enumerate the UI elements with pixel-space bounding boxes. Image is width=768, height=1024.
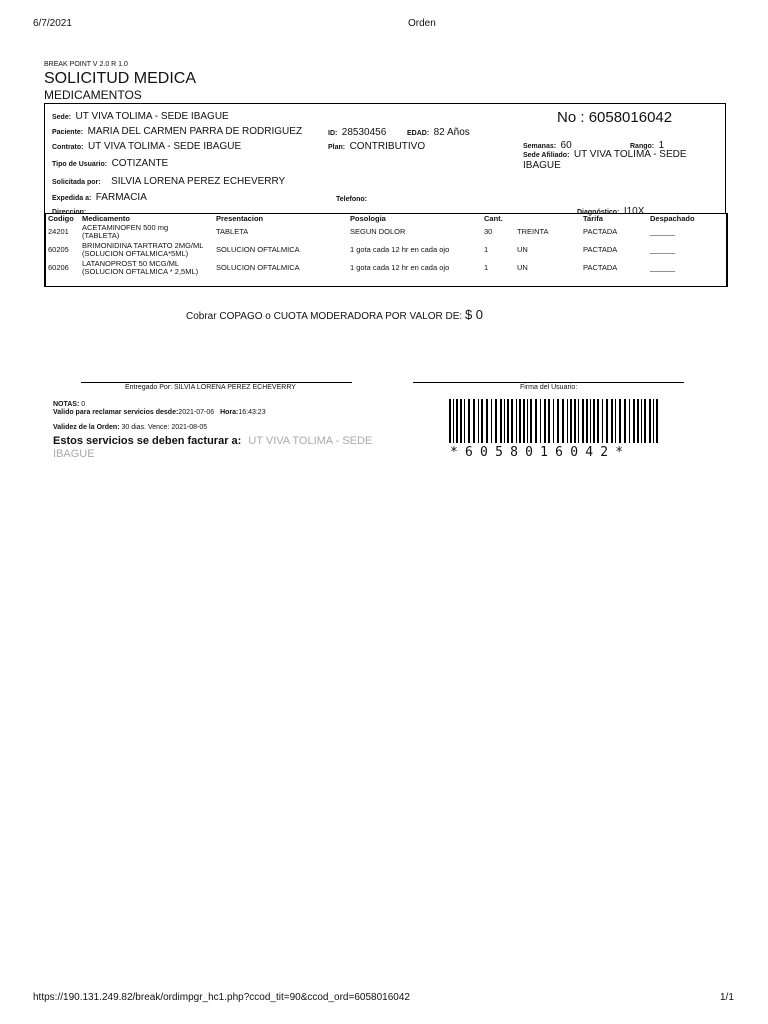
barcode-bar bbox=[590, 399, 591, 443]
barcode-bar bbox=[449, 399, 451, 443]
cantidad-text-cell bbox=[515, 259, 581, 277]
medicamento-cell-med2: (SOLUCION OFTALMICA*5ML) bbox=[82, 249, 189, 258]
copago-value: $ 0 bbox=[464, 307, 484, 322]
diagnostico-value: I10X bbox=[623, 206, 645, 217]
diagnostico-label: Diagnóstico: bbox=[577, 209, 620, 216]
table-row bbox=[46, 223, 726, 241]
barcode-bar bbox=[481, 399, 483, 443]
posologia-cell bbox=[348, 223, 482, 241]
barcode-bar bbox=[527, 399, 528, 443]
sede-afiliado-value-2: IBAGUE bbox=[523, 160, 561, 171]
barcode-bar bbox=[633, 399, 635, 443]
barcode-bar bbox=[478, 399, 479, 443]
expedida-value: FARMACIA bbox=[95, 192, 147, 203]
medicamento-cell-med1: ACETAMINOFEN 500 mg bbox=[82, 223, 169, 232]
plan-value: CONTRIBUTIVO bbox=[349, 141, 426, 152]
cantidad-cell bbox=[482, 241, 515, 259]
medicamento-cell-med2: (SOLUCION OFTALMICA * 2,5ML) bbox=[82, 267, 199, 276]
table-header-cell: Despachado bbox=[650, 214, 695, 223]
medicamento-cell-med1: LATANOPROST 50 MCG/ML bbox=[82, 259, 180, 268]
barcode-bar bbox=[464, 399, 465, 443]
paciente-value: MARIA DEL CARMEN PARRA DE RODRIGUEZ bbox=[87, 126, 303, 137]
codigo-cell bbox=[46, 241, 80, 259]
barcode-bar bbox=[491, 399, 492, 443]
barcode-bar bbox=[511, 399, 513, 443]
barcode-bar bbox=[516, 399, 517, 443]
facturar-value-1: UT VIVA TOLIMA - SEDE bbox=[248, 435, 373, 447]
presentacion-cell-presentacion: SOLUCION OFTALMICA bbox=[216, 263, 300, 272]
barcode-bar bbox=[619, 399, 621, 443]
document-title: SOLICITUD MEDICA bbox=[44, 70, 197, 87]
barcode-bar bbox=[507, 399, 509, 443]
barcode-bar bbox=[602, 399, 603, 443]
tarifa-cell bbox=[581, 223, 648, 241]
barcode-bar bbox=[570, 399, 572, 443]
print-date: 6/7/2021 bbox=[33, 18, 72, 29]
firma-label: Firma del Usuario: bbox=[520, 384, 578, 391]
copago-row bbox=[186, 307, 483, 322]
print-page-count: 1/1 bbox=[720, 992, 734, 1003]
expedida-label: Expedida a: bbox=[52, 195, 92, 202]
barcode-bar bbox=[567, 399, 568, 443]
barcode-bar bbox=[629, 399, 630, 443]
valido-label: Valido para reclamar servicios desde: bbox=[53, 409, 179, 416]
medications-table bbox=[46, 214, 726, 277]
medications-table-box bbox=[44, 213, 728, 287]
barcode-bar bbox=[530, 399, 532, 443]
despachado-cell bbox=[648, 259, 726, 277]
presentacion-cell bbox=[214, 223, 348, 241]
sede-afiliado-value-1: UT VIVA TOLIMA - SEDE bbox=[573, 149, 687, 160]
tipo-usuario-label: Tipo de Usuario: bbox=[52, 161, 108, 168]
barcode-bar bbox=[495, 399, 497, 443]
order-number-label: No : bbox=[557, 109, 585, 126]
barcode-bar bbox=[641, 399, 642, 443]
contrato-value: UT VIVA TOLIMA - SEDE IBAGUE bbox=[87, 141, 242, 152]
version-label: BREAK POINT V 2.0 R 1.0 bbox=[44, 61, 128, 68]
vence-label: Vence: bbox=[147, 424, 170, 431]
semanas-label: Semanas: bbox=[523, 143, 557, 150]
posologia-cell-posologia: SEGUN DOLOR bbox=[350, 227, 406, 236]
cantidad-cell bbox=[482, 259, 515, 277]
barcode-bar bbox=[519, 399, 521, 443]
firma-signature-line bbox=[413, 382, 684, 383]
barcode-bar bbox=[473, 399, 475, 443]
posologia-cell bbox=[348, 241, 482, 259]
validez-row bbox=[53, 424, 207, 431]
despachado-cell bbox=[648, 223, 726, 241]
barcode-bar bbox=[606, 399, 608, 443]
rango-label: Rango: bbox=[630, 143, 655, 150]
valido-fecha: 2021-07-06 bbox=[178, 409, 215, 416]
table-header-cell: Presentacion bbox=[216, 214, 264, 223]
barcode bbox=[447, 399, 662, 445]
plan-row bbox=[328, 136, 425, 154]
barcode-bar bbox=[644, 399, 646, 443]
table-header-cell: Tarifa bbox=[583, 214, 603, 223]
edad-label: EDAD: bbox=[407, 130, 430, 137]
tarifa-cell bbox=[581, 259, 648, 277]
barcode-bar bbox=[562, 399, 564, 443]
barcode-bar bbox=[540, 399, 541, 443]
contrato-row bbox=[52, 136, 241, 154]
barcode-bar bbox=[597, 399, 599, 443]
cantidad-text-cell-cant_text: TREINTA bbox=[517, 227, 549, 236]
table-header-cell: Posologia bbox=[350, 214, 386, 223]
cantidad-cell bbox=[482, 223, 515, 241]
barcode-bar bbox=[504, 399, 505, 443]
cantidad-cell-cant: 30 bbox=[484, 227, 493, 236]
barcode-bar bbox=[649, 399, 651, 443]
print-page-title: Orden bbox=[408, 18, 436, 29]
copago-text: Cobrar COPAGO o CUOTA MODERADORA POR VALOR DE: bbox=[186, 311, 463, 322]
entregado-label: Entregado Por: SILVIA LORENA PEREZ ECHEVERRY bbox=[125, 384, 296, 391]
tarifa-cell bbox=[581, 241, 648, 259]
barcode-bar bbox=[460, 399, 462, 443]
posologia-cell-posologia: 1 gota cada 12 hr en cada ojo bbox=[350, 245, 450, 254]
barcode-bar bbox=[557, 399, 559, 443]
facturar-block bbox=[53, 435, 372, 461]
barcode-bar bbox=[486, 399, 488, 443]
cantidad-text-cell-cant_text: UN bbox=[517, 263, 528, 272]
cantidad-cell-cant: 1 bbox=[484, 263, 489, 272]
paciente-label: Paciente: bbox=[52, 129, 84, 136]
medicamento-cell-med2: (TABLETA) bbox=[82, 231, 120, 240]
sede-afiliado-label: Sede Afiliado: bbox=[523, 152, 570, 159]
id-label: ID: bbox=[328, 130, 338, 137]
despachado-cell-despachado: ______ bbox=[650, 227, 676, 236]
barcode-bar bbox=[615, 399, 616, 443]
codigo-cell bbox=[46, 223, 80, 241]
codigo-cell-codigo: 60206 bbox=[48, 263, 69, 272]
barcode-bar bbox=[586, 399, 588, 443]
presentacion-cell bbox=[214, 259, 348, 277]
rango-value: 1 bbox=[658, 140, 665, 151]
telefono-label: Telefono: bbox=[336, 196, 367, 203]
codigo-cell-codigo: 60205 bbox=[48, 245, 69, 254]
notas-label: NOTAS: bbox=[53, 401, 80, 408]
barcode-text: *6058016042* bbox=[450, 445, 631, 460]
semanas-value: 60 bbox=[560, 140, 572, 151]
cantidad-cell-cant: 1 bbox=[484, 245, 489, 254]
barcode-bar bbox=[468, 399, 470, 443]
medicamento-cell bbox=[80, 259, 214, 277]
tarifa-cell-tarifa: PACTADA bbox=[583, 227, 618, 236]
hora-label: Hora: bbox=[220, 409, 239, 416]
cantidad-text-cell bbox=[515, 241, 581, 259]
sede-label: Sede: bbox=[52, 114, 72, 121]
validez-value: 30 bbox=[121, 424, 130, 431]
hora-value: 16:43:23 bbox=[238, 409, 266, 416]
id-value: 28530456 bbox=[341, 127, 387, 138]
direccion-label: Direccion: bbox=[52, 209, 87, 216]
solicitada-label: Solicitada por: bbox=[52, 179, 101, 186]
barcode-bar bbox=[574, 399, 576, 443]
codigo-cell bbox=[46, 259, 80, 277]
medicamento-cell bbox=[80, 223, 214, 241]
sede-afiliado-row bbox=[523, 148, 687, 171]
dias-label: dias. bbox=[131, 424, 147, 431]
tipo-usuario-row bbox=[52, 153, 168, 171]
barcode-bar bbox=[500, 399, 502, 443]
notas-row bbox=[53, 401, 85, 408]
notas-value: 0 bbox=[81, 401, 86, 408]
barcode-bar bbox=[653, 399, 654, 443]
barcode-bar bbox=[535, 399, 537, 443]
entregado-signature-line bbox=[81, 382, 352, 383]
telefono-row bbox=[336, 188, 367, 206]
plan-label: Plan: bbox=[328, 144, 346, 151]
posologia-cell bbox=[348, 259, 482, 277]
table-row bbox=[46, 259, 726, 277]
edad-value: 82 Años bbox=[433, 127, 470, 138]
table-row bbox=[46, 241, 726, 259]
barcode-bar bbox=[456, 399, 458, 443]
cantidad-text-cell-cant_text: UN bbox=[517, 245, 528, 254]
codigo-cell-codigo: 24201 bbox=[48, 227, 69, 236]
facturar-label: Estos servicios se deben facturar a: bbox=[53, 435, 242, 447]
barcode-bar bbox=[578, 399, 579, 443]
cantidad-text-cell bbox=[515, 223, 581, 241]
table-header-row bbox=[46, 214, 726, 223]
despachado-cell-despachado: ______ bbox=[650, 245, 676, 254]
tarifa-cell-tarifa: PACTADA bbox=[583, 263, 618, 272]
barcode-bar bbox=[637, 399, 639, 443]
barcode-bar bbox=[656, 399, 658, 443]
tipo-usuario-value: COTIZANTE bbox=[111, 158, 169, 169]
order-number bbox=[557, 109, 672, 126]
medicamento-cell bbox=[80, 241, 214, 259]
barcode-bar bbox=[523, 399, 525, 443]
barcode-bar bbox=[553, 399, 554, 443]
facturar-value-2: IBAGUE bbox=[53, 448, 95, 460]
barcode-bar bbox=[544, 399, 546, 443]
contrato-label: Contrato: bbox=[52, 144, 84, 151]
barcode-bar bbox=[548, 399, 550, 443]
barcode-bar bbox=[453, 399, 454, 443]
table-header-cell bbox=[515, 214, 581, 223]
solicitada-value: SILVIA LORENA PEREZ ECHEVERRY bbox=[111, 176, 286, 187]
posologia-cell-posologia: 1 gota cada 12 hr en cada ojo bbox=[350, 263, 450, 272]
presentacion-cell bbox=[214, 241, 348, 259]
order-number-value: 6058016042 bbox=[588, 109, 673, 126]
presentacion-cell-presentacion: SOLUCION OFTALMICA bbox=[216, 245, 300, 254]
barcode-bar bbox=[593, 399, 595, 443]
document-subtitle: MEDICAMENTOS bbox=[44, 88, 142, 102]
table-header-cell: Medicamento bbox=[82, 214, 130, 223]
table-header-cell: Cant. bbox=[484, 214, 503, 223]
despachado-cell-despachado: ______ bbox=[650, 263, 676, 272]
vence-value: 2021-08-05 bbox=[171, 424, 208, 431]
despachado-cell bbox=[648, 241, 726, 259]
barcode-bar bbox=[624, 399, 626, 443]
medicamento-cell-med1: BRIMONIDINA TARTRATO 2MG/ML bbox=[82, 241, 204, 250]
print-url: https://190.131.249.82/break/ordimpgr_hc1.php?ccod_tit=90&ccod_ord=6058016042 bbox=[33, 992, 410, 1003]
presentacion-cell-presentacion: TABLETA bbox=[216, 227, 249, 236]
table-header-cell: Codigo bbox=[48, 214, 74, 223]
sede-value: UT VIVA TOLIMA - SEDE IBAGUE bbox=[75, 111, 229, 122]
barcode-bar bbox=[582, 399, 584, 443]
tarifa-cell-tarifa: PACTADA bbox=[583, 245, 618, 254]
barcode-bar bbox=[611, 399, 613, 443]
valido-row bbox=[53, 409, 266, 416]
validez-label: Validez de la Orden: bbox=[53, 424, 120, 431]
